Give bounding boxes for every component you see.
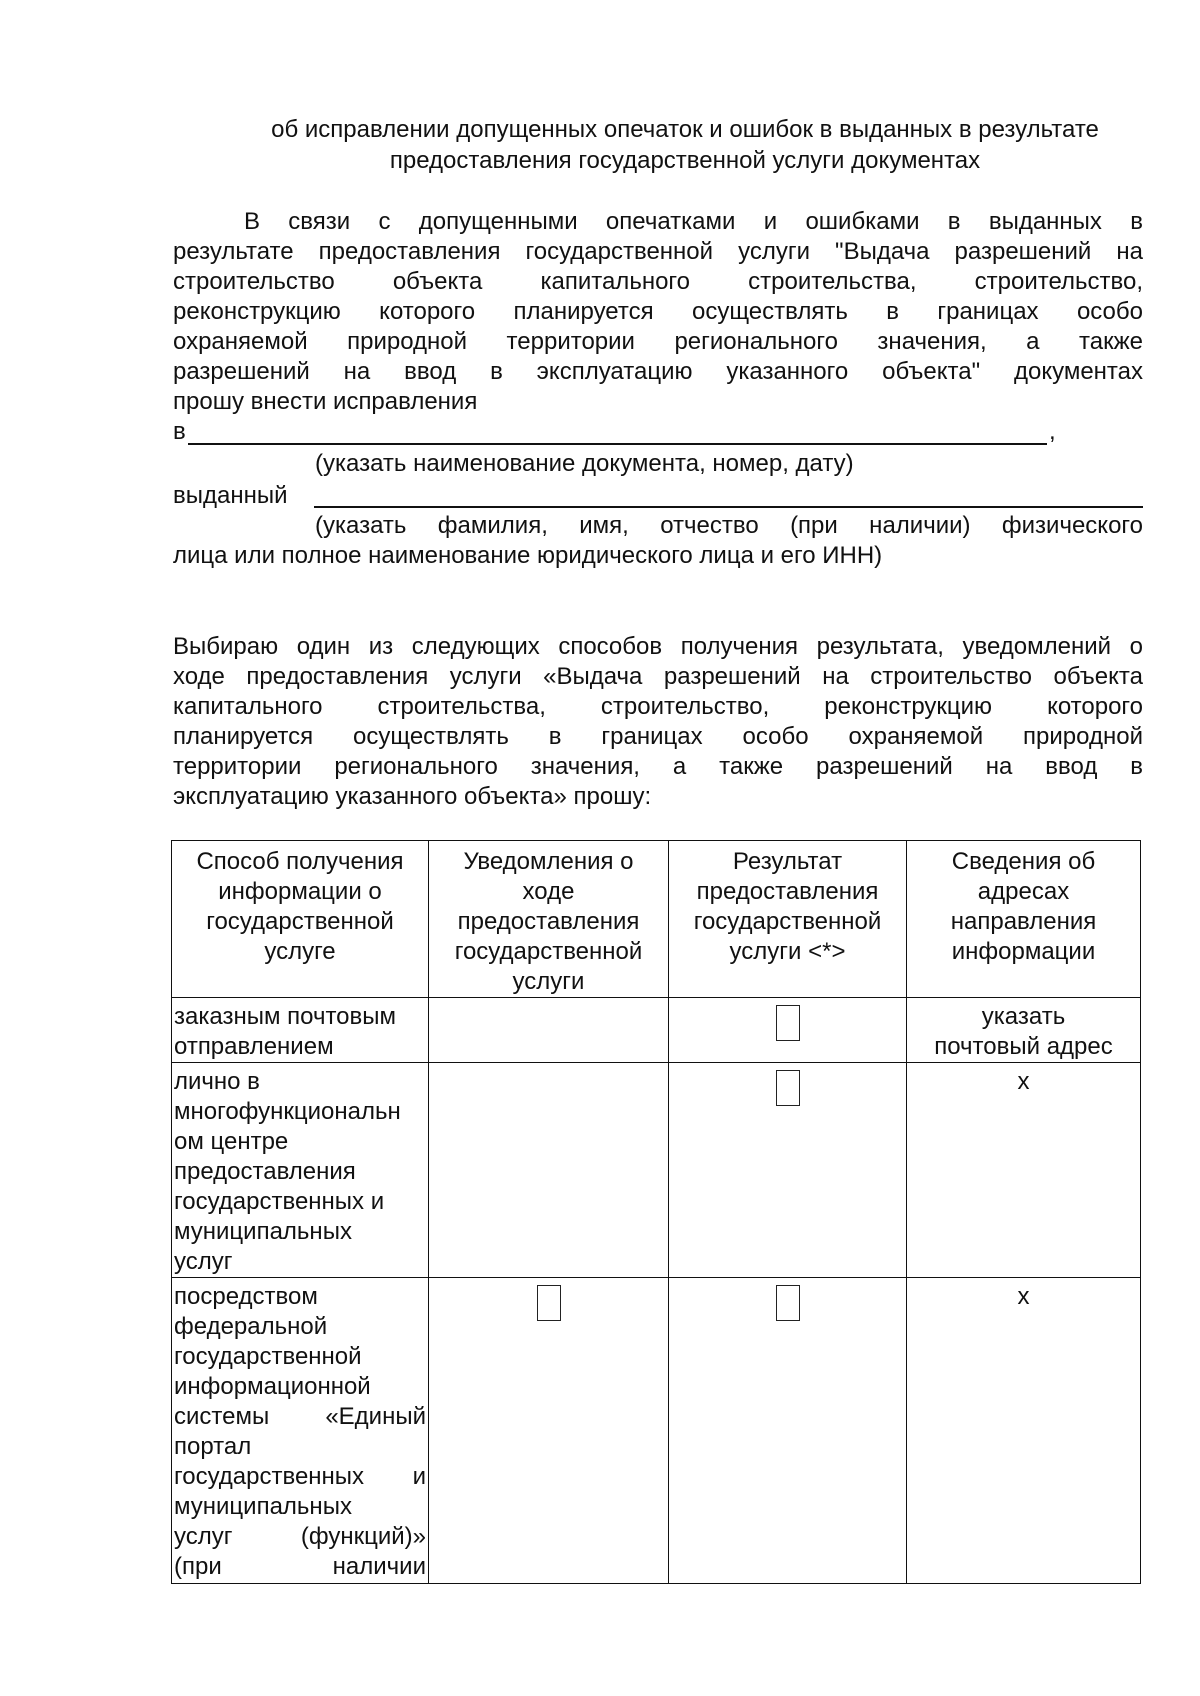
address-cell-mfc (907, 1063, 1141, 1278)
header-result (669, 841, 907, 998)
notification-cell-mail (429, 998, 669, 1063)
method-cell-mfc (172, 1063, 429, 1278)
issued-field-caption-2: лица или полное наименование юридического лица и его ИНН) (173, 542, 883, 569)
document-field-prefix: в (173, 418, 186, 445)
header-notifications-line: Уведомления о (463, 848, 634, 875)
heading-line-2: предоставления государственной услуги документах (389, 147, 981, 174)
paragraph1-line-5: охраняемой природной территории регионального значения, а также (173, 328, 1143, 355)
header-notifications-line: государственной (454, 938, 643, 965)
header-addresses-line: направления (950, 908, 1097, 935)
header-notifications-line: услуги (512, 968, 585, 995)
result-cell-portal (669, 1278, 907, 1584)
document-field-suffix: , (1049, 418, 1056, 445)
header-addresses-line: Сведения об (951, 848, 1096, 875)
paragraph2-line-3: капитального строительства, строительство, реконструкцию которого (173, 693, 1143, 720)
notification-cell-mfc (429, 1063, 669, 1278)
header-notifications-line: предоставления (457, 908, 640, 935)
header-method-line: Способ получения (196, 848, 404, 875)
method-line: многофункциональн (174, 1098, 401, 1125)
table-row (172, 998, 1141, 1063)
method-line: услуг (174, 1248, 233, 1275)
paragraph2-last-line: эксплуатацию указанного объекта» прошу: (173, 783, 652, 810)
header-result-line: предоставления (696, 878, 879, 905)
method-line: портал (174, 1433, 252, 1460)
issued-field-caption-1: (указать фамилия, имя, отчество (при наличии) физического (315, 512, 1143, 539)
method-line: отправлением (174, 1033, 334, 1060)
result-checkbox-mfc[interactable] (776, 1070, 800, 1106)
method-line: заказным почтовым (174, 1003, 397, 1030)
header-addresses-line: информации (951, 938, 1096, 965)
result-checkbox-portal[interactable] (776, 1285, 800, 1321)
address-cell-portal (907, 1278, 1141, 1584)
paragraph1-line-2: результате предоставления государственной услуги "Выдача разрешений на (173, 238, 1143, 265)
method-line: ом центре (174, 1128, 289, 1155)
method-line: муниципальных (174, 1493, 352, 1520)
method-line: (при наличии (174, 1553, 426, 1580)
header-method-line: государственной (206, 908, 394, 935)
header-notifications (429, 841, 669, 998)
method-cell-portal (172, 1278, 429, 1584)
method-line: государственной (174, 1343, 362, 1370)
paragraph2-line-4: планируется осуществлять в границах особо охраняемой природной (173, 723, 1143, 750)
result-checkbox-mail[interactable] (776, 1005, 800, 1041)
issued-field-line[interactable] (314, 506, 1143, 508)
method-line: системы «Единый (174, 1403, 426, 1430)
document-field-caption: (указать наименование документа, номер, дату) (315, 450, 854, 477)
method-line: услуг (функций)» (174, 1523, 426, 1550)
header-method-line: услуге (264, 938, 336, 965)
paragraph2-line-1: Выбираю один из следующих способов получения результата, уведомлений о (173, 633, 1143, 660)
method-line: федеральной (174, 1313, 328, 1340)
address-line: x (1017, 1283, 1030, 1310)
method-line: государственных и (174, 1463, 426, 1490)
paragraph2-line-5: территории регионального значения, а также разрешений на ввод в (173, 753, 1143, 780)
paragraph1-line-1: В связи с допущенными опечатками и ошибками в выданных в (244, 208, 1143, 235)
header-addresses-line: адресах (977, 878, 1070, 905)
paragraph2-line-2: ходе предоставления услуги «Выдача разрешений на строительство объекта (173, 663, 1143, 690)
header-method (172, 841, 429, 998)
address-line: x (1017, 1068, 1030, 1095)
method-line: муниципальных (174, 1218, 352, 1245)
header-notifications-line: ходе (522, 878, 575, 905)
method-line: информационной (174, 1373, 371, 1400)
method-line: предоставления (174, 1158, 356, 1185)
method-cell-mail (172, 998, 429, 1063)
paragraph1-line-3: строительство объекта капитального строительства, строительство, (173, 268, 1143, 295)
paragraph1-line-4: реконструкцию которого планируется осуществлять в границах особо (173, 298, 1143, 325)
table-row (172, 1063, 1141, 1278)
delivery-methods-table (171, 840, 1141, 1584)
notification-checkbox-portal[interactable] (537, 1285, 561, 1321)
result-cell-mfc (669, 1063, 907, 1278)
notification-cell-portal (429, 1278, 669, 1584)
paragraph1-last-line: прошу внести исправления (173, 388, 478, 415)
document-field-line[interactable] (188, 443, 1047, 445)
heading-line-1: об исправлении допущенных опечаток и ошибок в выданных в результате (271, 116, 1099, 143)
address-cell-mail (907, 998, 1141, 1063)
header-addresses (907, 841, 1141, 998)
method-line: государственных и (174, 1188, 385, 1215)
address-line: почтовый адрес (934, 1033, 1113, 1060)
paragraph1-line-6: разрешений на ввод в эксплуатацию указанного объекта" документах (173, 358, 1143, 385)
table-header-row (172, 841, 1141, 998)
address-line: указать (981, 1003, 1066, 1030)
header-result-line: услуги <*> (729, 938, 846, 965)
header-result-line: Результат (732, 848, 843, 875)
result-cell-mail (669, 998, 907, 1063)
method-line: лично в (174, 1068, 260, 1095)
method-line: посредством (174, 1283, 318, 1310)
header-method-line: информации о (218, 878, 382, 905)
issued-field-label: выданный (173, 482, 288, 509)
header-result-line: государственной (693, 908, 882, 935)
table-row (172, 1278, 1141, 1584)
